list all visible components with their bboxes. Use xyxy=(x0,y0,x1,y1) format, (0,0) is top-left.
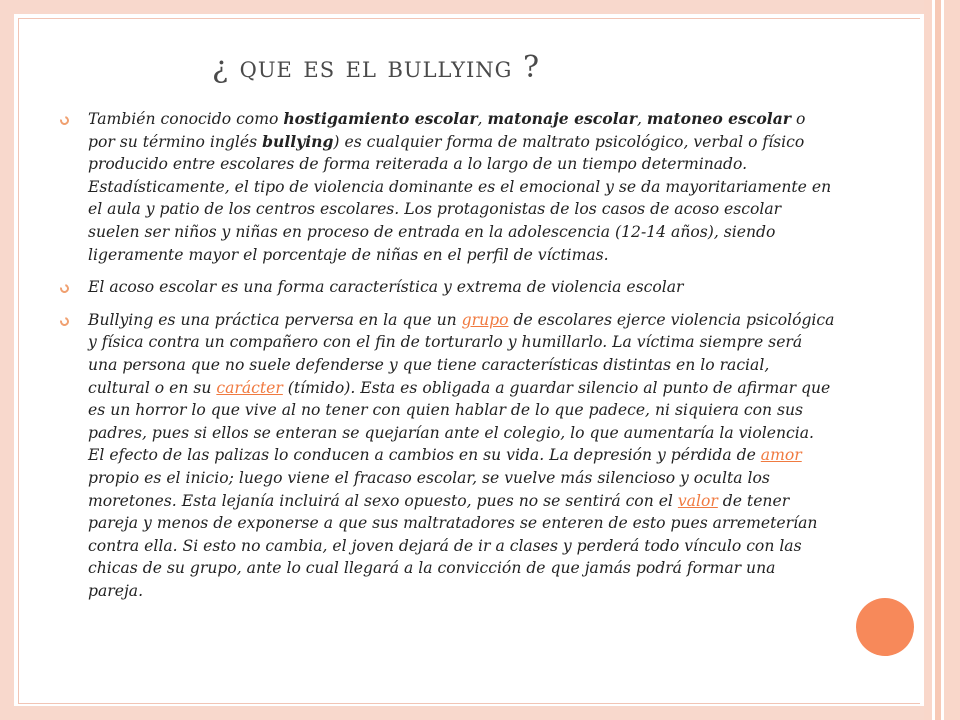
bullet-item xyxy=(60,309,835,603)
right-stripe xyxy=(944,0,960,720)
link-amor[interactable]: amor xyxy=(760,446,802,465)
slide-title xyxy=(212,50,540,85)
text-run: de tener pareja y menos de exponerse a que sus maltratadores se enteren de esto pues arremeterían contra ella. Si esto no cambia, el joven dejará de ir a clases y perderá todo vínculo con las chicas de su grupo, ante lo cual llegará a la convicción de que jamás podrá formar una pareja. xyxy=(88,491,818,600)
link-grupo[interactable]: grupo xyxy=(461,310,509,329)
bold-term: bullying xyxy=(262,131,334,151)
text-run: , xyxy=(636,110,647,128)
frame-bottom-border xyxy=(0,706,924,720)
text-run: ) es cualquier forma de maltrato psicológico, verbal o físico producido entre escolares de forma reiterada a lo largo de un tiempo determinado. Estadísticamente, el tipo de violencia dominante es el emocional y se da mayoritariamente en el aula y patio de los centros escolares. Los protagonistas de los casos de acoso escolar suelen ser niños y niñas en proceso de entrada en la adolescencia (12-14 años), siendo ligeramente mayor el porcentaje de niñas en el perfil de víctimas. xyxy=(88,132,832,264)
text-run: o por su término inglés xyxy=(88,110,806,151)
bold-term: matonaje escolar xyxy=(487,109,637,128)
decorative-circle-icon xyxy=(856,598,914,656)
text-run: El acoso escolar es una forma característica y extrema de violencia escolar xyxy=(88,278,684,297)
text-run: También conocido como xyxy=(88,110,284,128)
bullet-item xyxy=(60,108,835,266)
bullet-icon xyxy=(58,315,70,327)
text-run: de escolares ejerce violencia psicológica y física contra un compañero con el fin de torturarlo y humillarlo. La víctima siempre será una persona que no suele defenderse y que tiene características distintas en lo racial, cultural o en su xyxy=(88,310,835,397)
text-run: , xyxy=(477,110,488,128)
bold-term: hostigamiento escolar xyxy=(283,109,478,128)
link-valor[interactable]: valor xyxy=(677,491,718,510)
link-caracter[interactable]: carácter xyxy=(216,378,283,397)
title-open-mark: ¿ xyxy=(212,50,240,85)
title-text: que es el bullying xyxy=(239,50,513,85)
title-close-mark: ? xyxy=(512,50,541,85)
bold-term: matoneo escolar xyxy=(646,109,792,128)
bullet-icon xyxy=(58,114,70,126)
text-run: (tímido). Esta es obligada a guardar silencio al punto de afirmar que es un horror lo que vive al no tener con quien hablar de lo que padece, ni siquiera con sus padres, pues si ellos se enteran se quejarían ante el colegio, lo que aumentaría la violencia. El efecto de las palizas lo conducen a cambios en su vida. La depresión y pérdida de xyxy=(88,378,831,465)
frame-left-border xyxy=(0,0,14,720)
frame-top-border xyxy=(0,0,924,14)
slide-body xyxy=(60,108,835,612)
right-stripe xyxy=(924,0,932,720)
text-run: propio es el inicio; luego viene el fracaso escolar, se vuelve más silencioso y oculta los moretones. Esta lejanía incluirá al sexo opuesto, pues no se sentirá con el xyxy=(88,468,770,510)
bullet-icon xyxy=(58,283,70,295)
text-run: Bullying es una práctica perversa en la que un xyxy=(88,310,462,329)
bullet-item xyxy=(60,276,835,299)
